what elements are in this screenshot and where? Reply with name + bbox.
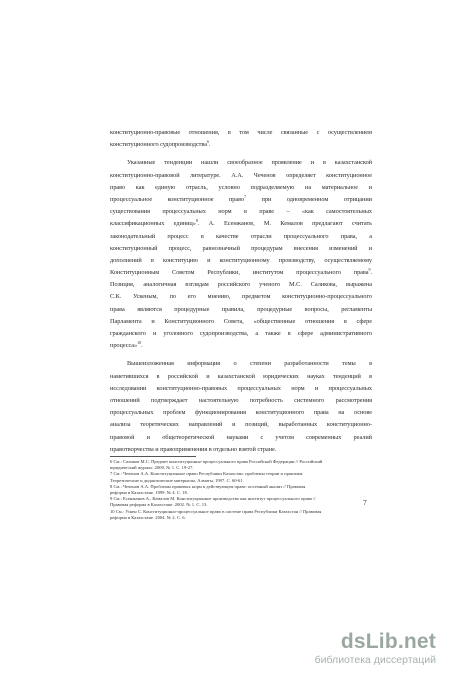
line-text: конституционно-правовой литературе. А.А. Чеченов определяет конституционное bbox=[110, 171, 372, 179]
line-text: процесса» bbox=[110, 342, 138, 350]
footnote-line: юридический журнал. 2000. № 1. С. 19-27. bbox=[110, 465, 194, 471]
text-line bbox=[110, 358, 372, 370]
footnote-line: Теоретические и дидактические материалы. Алматы, 1997. С. 60-61. bbox=[110, 477, 244, 483]
footnote-ref: 6 bbox=[206, 139, 209, 145]
text-line bbox=[110, 395, 372, 407]
footnote-line: реформа в Казахстане. 2004. № 2. С. 6. bbox=[110, 514, 186, 520]
line-text: конституционный процесс, равнозначный процедурам внесения изменений и bbox=[110, 244, 372, 252]
footnote-ref: 7 bbox=[244, 193, 247, 199]
line-text: правовой и общетеоретической науками с учетом современных реалий bbox=[110, 433, 372, 441]
line-text: наметившихся в российской и казахстанской юридических науках тенденций в bbox=[110, 372, 372, 380]
text-line bbox=[110, 194, 372, 206]
line-text: дополнений в конституцию и конституционному производству, осуществляемому bbox=[110, 256, 372, 264]
text-line bbox=[110, 231, 372, 243]
text-line bbox=[110, 407, 372, 419]
text-line bbox=[110, 444, 372, 456]
text-line bbox=[110, 206, 372, 218]
footnote-line: 8 См.: Чеченов А.А. Проблемы правовых норм в действующем праве: посемный анализ // Правовая bbox=[110, 483, 306, 489]
line-text: Конституционным Советом Республики, институтом процессуального права bbox=[110, 269, 369, 277]
page-number: 7 bbox=[363, 498, 367, 507]
text-line bbox=[110, 218, 372, 230]
line-text: процессуальных проблем функционирования конституционного права на основе bbox=[110, 409, 372, 417]
footnote-line: 6 См.: Саликов М.С. Предмет конституционно-процессуального права Российской Федерации // Российский bbox=[110, 459, 323, 464]
line-text: конституционно-правовые отношения, в том числе связанные с осуществлением bbox=[110, 129, 372, 136]
text-line bbox=[110, 328, 372, 340]
line-text-tail: . bbox=[370, 269, 372, 277]
line-text: Вышеизложенная информация о степени разработанности темы в bbox=[127, 360, 372, 368]
line-text: Позиция, аналогичная взглядам российского ученого М.С. Саликова, выражена bbox=[110, 281, 372, 289]
line-text: процессуальное конституционное право bbox=[110, 195, 245, 203]
line-text: существования процессуальных норм в праве – «как самостоятельных bbox=[110, 208, 372, 216]
text-line bbox=[110, 127, 372, 139]
footnote-ref: 8 bbox=[195, 218, 198, 224]
text-line bbox=[110, 139, 372, 151]
text-line bbox=[110, 255, 372, 267]
line-text: классификационных единиц» bbox=[110, 220, 196, 228]
line-text: законодательный процесс в качестве отрасли процессуального права, а bbox=[110, 232, 372, 240]
line-text-tail: . bbox=[208, 141, 211, 149]
line-text-tail: . А. Есенжанов, М. Кемалов предлагают считать bbox=[197, 220, 372, 228]
text-line bbox=[110, 383, 372, 395]
footnote-line: 10 См.: Ускен С. Конституционно-процессуальное право в системе права Республики Казахстан // Правовая bbox=[110, 508, 322, 514]
footnote-separator bbox=[110, 456, 196, 457]
text-line bbox=[110, 182, 372, 194]
watermark-logo-text: dsLib.net bbox=[340, 630, 436, 653]
footnotes bbox=[110, 459, 372, 521]
footnote-line: 9 См.: Есенжанов А., Кемалов М. Конституционное производство как институт процессуального права // bbox=[110, 496, 316, 502]
text-line bbox=[110, 243, 372, 255]
text-line bbox=[110, 371, 372, 383]
footnote-ref: 9 bbox=[368, 267, 371, 272]
text-line bbox=[110, 279, 372, 291]
line-text: правотворчества и правоприменения в отдельно взятой стране. bbox=[110, 445, 277, 453]
footnote-line: 7 См.: Чеченов А.А. Конституционное право Республики Казахстан: проблемы теории и практики. bbox=[110, 471, 304, 477]
line-text: анализа теоретических направлений и позиций, выработанных конституционно- bbox=[110, 421, 372, 429]
line-text: гражданского и уголовного судопроизводства, а также в сфере административного bbox=[110, 330, 372, 337]
footnote-ref: 10 bbox=[137, 340, 142, 346]
watermark-subtitle: библиотека диссертаций bbox=[314, 654, 436, 666]
line-text: отношений подтверждает настоятельную потребность системного рассмотрения bbox=[110, 396, 372, 404]
line-text: С.К. Ускеным, по его мнению, предметом конституционно-процессуального bbox=[110, 293, 372, 301]
line-text: конституционного судопроизводства bbox=[110, 141, 207, 149]
text-line bbox=[110, 432, 372, 444]
body-text bbox=[110, 127, 372, 456]
text-line bbox=[110, 291, 372, 303]
line-text-tail: при одновременном отрицании bbox=[246, 195, 372, 203]
text-line bbox=[110, 340, 372, 352]
text-line bbox=[110, 304, 372, 316]
footnote-line: Правовая реформа в Казахстане. 2002. № 1. С. 13. bbox=[110, 502, 208, 508]
line-text: исследовании конституционно-правовых процессуальных норм и процессуальных bbox=[110, 384, 372, 392]
text-line bbox=[110, 157, 372, 169]
line-text: право как единую отрасль, условно подразделяемую на материальное и bbox=[110, 183, 372, 191]
line-text: Парламента и Конституционного Совета, «общественные отношения в сфере bbox=[110, 317, 372, 325]
line-text: права являются процедурные правила, процедурные вопросы, регламенты bbox=[110, 305, 372, 313]
text-line bbox=[110, 419, 372, 431]
line-text-tail: . bbox=[141, 342, 143, 350]
line-text: Указанные тенденции нашли своеобразное проявление и в казахстанской bbox=[127, 159, 372, 167]
text-line bbox=[110, 170, 372, 182]
text-line bbox=[110, 316, 372, 328]
watermark-logo bbox=[316, 630, 436, 670]
text-line bbox=[110, 267, 372, 279]
footnote-line: реформа в Казахстане. 1999. № 4. С. 18. bbox=[110, 490, 188, 496]
